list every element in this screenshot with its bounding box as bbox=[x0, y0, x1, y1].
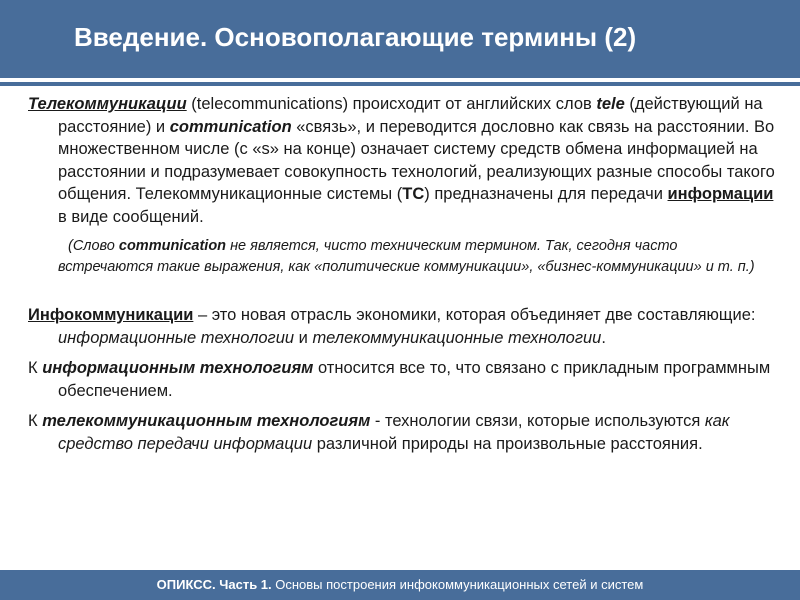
term-telecom-technologies: телекоммуникационным технологиям bbox=[42, 412, 371, 430]
text-fragment: различной природы на произвольные расстояния. bbox=[312, 434, 703, 453]
header-divider bbox=[0, 82, 800, 86]
text-fragment: (Слово bbox=[68, 238, 119, 254]
term-telecommunications: Телекоммуникации bbox=[28, 95, 187, 113]
text-fragment: - технологии связи, которые используются bbox=[370, 412, 705, 430]
text-fragment: – это новая отрасль экономики, которая объединяет две составляющие: bbox=[193, 306, 756, 324]
abbreviation-ts: ТС bbox=[402, 185, 425, 203]
word-communication: communication bbox=[169, 117, 292, 136]
text-fragment: К bbox=[28, 412, 43, 430]
text-fragment: не является, чисто техническим термином. Так, сегодня часто встречаются такие выражения, как «политические коммуникации», «бизнес-коммуникации» и т. п.) bbox=[58, 238, 755, 275]
text-fragment: и bbox=[294, 328, 313, 347]
text-fragment: . bbox=[601, 328, 606, 347]
paragraph-information-technologies bbox=[28, 357, 776, 402]
paragraph-infocommunications bbox=[28, 304, 776, 349]
text-fragment: относится все то, что связано с прикладным программным обеспечением. bbox=[58, 359, 771, 400]
slide-footer bbox=[0, 570, 800, 600]
word-information: информации bbox=[667, 185, 774, 203]
phrase-telecom-technologies: телекоммуникационные технологии bbox=[312, 328, 602, 347]
text-fragment: ) предназначены для передачи bbox=[424, 185, 668, 203]
text-fragment: (действующий на расстояние) и bbox=[58, 95, 763, 136]
text-fragment: (telecommunications) происходит от английских слов bbox=[186, 95, 597, 113]
term-infocommunications: Инфокоммуникации bbox=[28, 306, 194, 324]
text-fragment: К bbox=[28, 359, 43, 377]
slide-title: Введение. Основополагающие термины (2) bbox=[74, 22, 637, 52]
term-information-technologies: информационным технологиям bbox=[42, 359, 314, 377]
text-fragment: в виде сообщений. bbox=[58, 207, 204, 226]
footer-text: Основы построения инфокоммуникационных сетей и систем bbox=[271, 577, 644, 592]
text-fragment: «связь», и переводится дословно как связь на расстоянии. Во множественном числе (с «s» на конце) означает систему средств обмена информацией на расстоянии и подразумевает совокупность технологий, реализующих разные способы такого общения. Телекоммуникационные системы ( bbox=[58, 117, 775, 203]
word-tele: tele bbox=[596, 95, 625, 113]
footer-course-label: ОПИКСС. Часть 1. bbox=[156, 577, 272, 592]
phrase-information-technologies: информационные технологии bbox=[58, 328, 295, 347]
slide-header bbox=[0, 0, 800, 78]
note-word-communication: communication bbox=[118, 238, 227, 254]
note-communication bbox=[28, 236, 776, 278]
paragraph-telecom-technologies bbox=[28, 410, 776, 455]
slide-content bbox=[28, 93, 776, 455]
paragraph-telecommunications bbox=[28, 93, 776, 228]
phrase-transfer-means: как средство передачи информации bbox=[58, 412, 730, 453]
